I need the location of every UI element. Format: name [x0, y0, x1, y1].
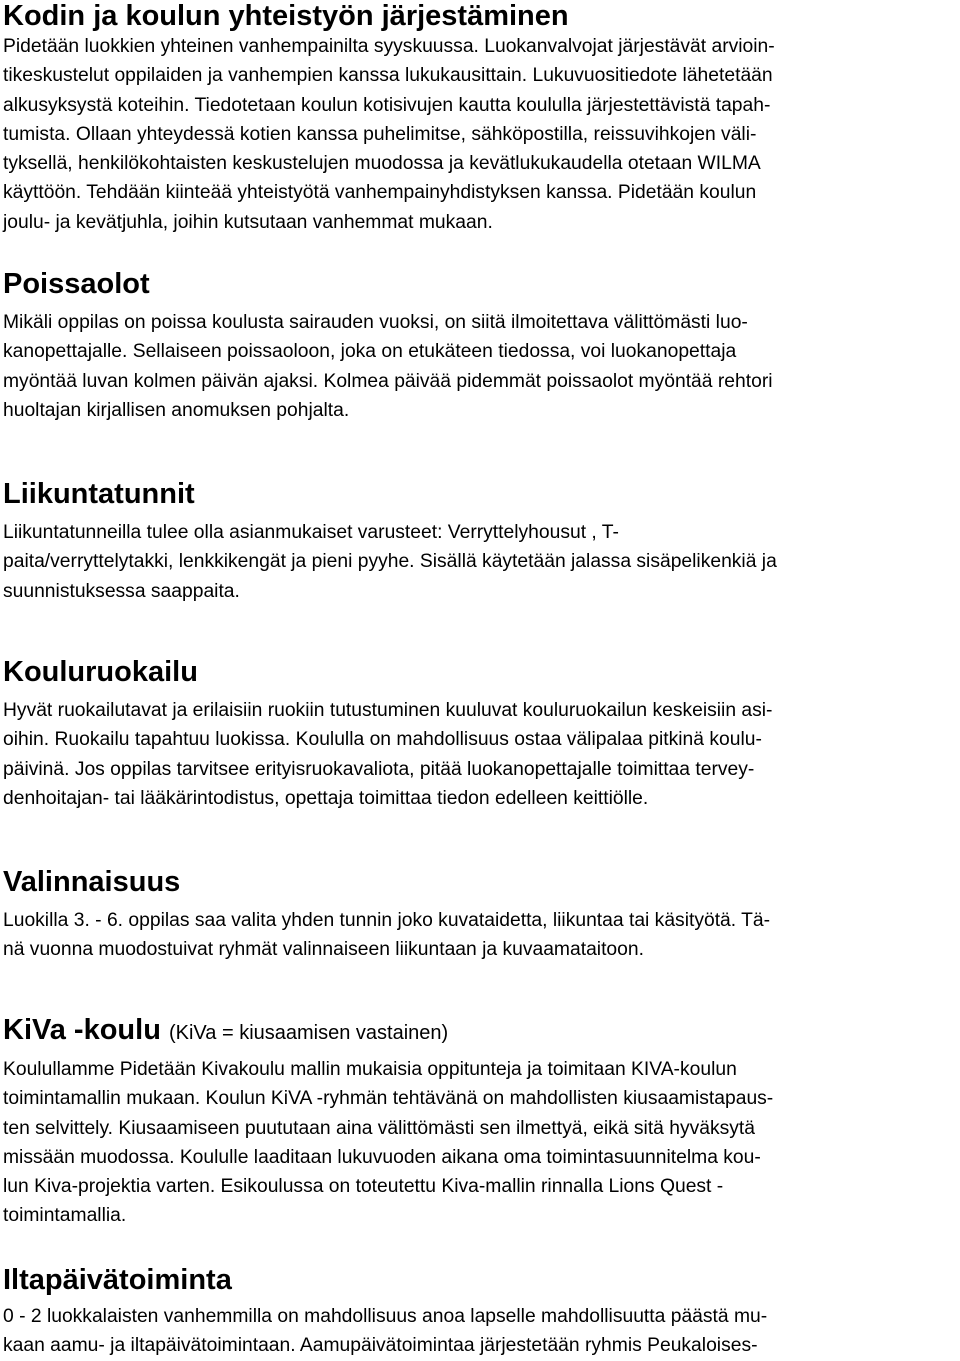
text-line: huoltajan kirjallisen anomuksen pohjalta.	[3, 399, 350, 421]
heading-text: Iltapäivätoiminta	[3, 1264, 232, 1296]
heading-text: Kodin ja koulun yhteistyön järjestäminen	[3, 0, 569, 32]
text-line: denhoitajan- tai lääkärintodistus, opettaja toimittaa tiedon edelleen keittiölle.	[3, 787, 649, 809]
text-line: toimintamallia.	[3, 1205, 127, 1227]
section-electives	[3, 866, 770, 965]
section-kiva-school	[3, 1014, 773, 1231]
text-line: lun Kiva-projektia varten. Esikoulussa on toteutettu Kiva-mallin rinnalla Lions Quest -	[3, 1176, 724, 1198]
text-line: ten selvittely. Kiusaamiseen puututaan aina välittömästi sen ilmettyä, eikä sitä hyväksytä	[3, 1117, 755, 1139]
section-body	[3, 906, 770, 965]
section-heading	[3, 268, 773, 300]
section-body	[3, 308, 773, 425]
text-line: tumista. Ollaan yhteydessä kotien kanssa puhelimitse, sähköpostilla, reissuvihkojen väli-	[3, 123, 757, 145]
text-line: Mikäli oppilas on poissa koulusta sairauden vuoksi, on siitä ilmoitettava välittömästi luo-	[3, 312, 748, 333]
section-body	[3, 1055, 773, 1231]
section-heading	[3, 0, 775, 32]
text-line: Hyvät ruokailutavat ja erilaisiin ruokiin tutustuminen kuuluvat kouluruokailun keskeisiin asi-	[3, 700, 773, 721]
text-line: oihin. Ruokailu tapahtuu luokissa. Koululla on mahdollisuus ostaa välipalaa pitkinä koulu-	[3, 729, 762, 751]
section-body	[3, 518, 777, 606]
heading-text: Poissaolot	[3, 268, 150, 300]
text-line: kaan aamu- ja iltapäivätoimintaan. Aamupäivätoimintaa järjestetään ryhmis Peukaloises-	[3, 1335, 758, 1357]
heading-text: Valinnaisuus	[3, 866, 181, 898]
section-afternoon-activities	[3, 1264, 767, 1361]
section-home-school-cooperation	[3, 0, 775, 237]
heading-text: Liikuntatunnit	[3, 478, 195, 510]
text-line: käyttöön. Tehdään kiinteää yhteistyötä vanhempainyhdistyksen kanssa. Pidetään koulun	[3, 182, 757, 204]
text-line: missään muodossa. Koululle laaditaan lukuvuoden aikana oma toimintasuunnitelma kou-	[3, 1146, 761, 1168]
text-line: joulu- ja kevätjuhla, joihin kutsutaan vanhemmat mukaan.	[3, 211, 493, 233]
text-line: alkusyksystä koteihin. Tiedotetaan koulun kotisivujen kautta koululla järjestettävistä tapah-	[3, 94, 771, 116]
text-line: päivinä. Jos oppilas tarvitsee erityisruokavaliota, pitää luokanopettajalle toimittaa tervey-	[3, 758, 755, 780]
text-line: toimintamallin mukaan. Koulun KiVA -ryhmän tehtävänä on mahdollisten kiusaamistapaus-	[3, 1088, 774, 1110]
section-school-meals	[3, 656, 772, 813]
heading-text: KiVa -koulu	[3, 1014, 161, 1046]
text-line: nä vuonna muodostuivat ryhmät valinnaiseen liikuntaan ja kuvaamataitoon.	[3, 939, 644, 961]
heading-subtitle: (KiVa = kiusaamisen vastainen)	[168, 1022, 449, 1044]
section-heading	[3, 1264, 767, 1296]
text-line: kanopettajalle. Sellaiseen poissaoloon, joka on etukäteen tiedossa, voi luokanopettaja	[3, 341, 737, 363]
text-line: tikeskustelut oppilaiden ja vanhempien kanssa lukukausittain. Lukuvuositiedote lähetetään	[3, 65, 773, 87]
section-heading	[3, 478, 777, 510]
section-body	[3, 1302, 767, 1361]
text-line: Koulullamme Pidetään Kivakoulu mallin mukaisia oppitunteja ja toimitaan KIVA-koulun	[3, 1059, 737, 1080]
text-line: 0 - 2 luokkalaisten vanhemmilla on mahdollisuus anoa lapselle mahdollisuutta päästä mu-	[3, 1306, 768, 1327]
section-absences	[3, 268, 773, 425]
text-line: myöntää luvan kolmen päivän ajaksi. Kolmea päivää pidemmät poissaolot myöntää rehtori	[3, 370, 773, 392]
text-line: Liikuntatunneilla tulee olla asianmukaiset varusteet: Verryttelyhousut , T-	[3, 522, 619, 543]
text-line: Pidetään luokkien yhteinen vanhempainilta syyskuussa. Luokanvalvojat järjestävät arvioin-	[3, 36, 775, 57]
section-heading	[3, 1014, 773, 1049]
section-pe-classes	[3, 478, 777, 606]
text-line: suunnistuksessa saappaita.	[3, 580, 240, 602]
text-line: paita/verryttelytakki, lenkkikengät ja pieni pyyhe. Sisällä käytetään jalassa sisäpelikenkiä ja	[3, 551, 777, 573]
heading-text: Kouluruokailu	[3, 656, 198, 688]
section-heading	[3, 866, 770, 898]
section-heading	[3, 656, 772, 688]
section-body	[3, 696, 772, 813]
text-line: tyksellä, henkilökohtaisten keskustelujen muodossa ja kevätlukukaudella otetaan WILMA	[3, 153, 761, 175]
text-line: Luokilla 3. - 6. oppilas saa valita yhden tunnin joko kuvataidetta, liikuntaa tai käsityötä. Tä-	[3, 910, 771, 931]
section-body	[3, 32, 775, 237]
